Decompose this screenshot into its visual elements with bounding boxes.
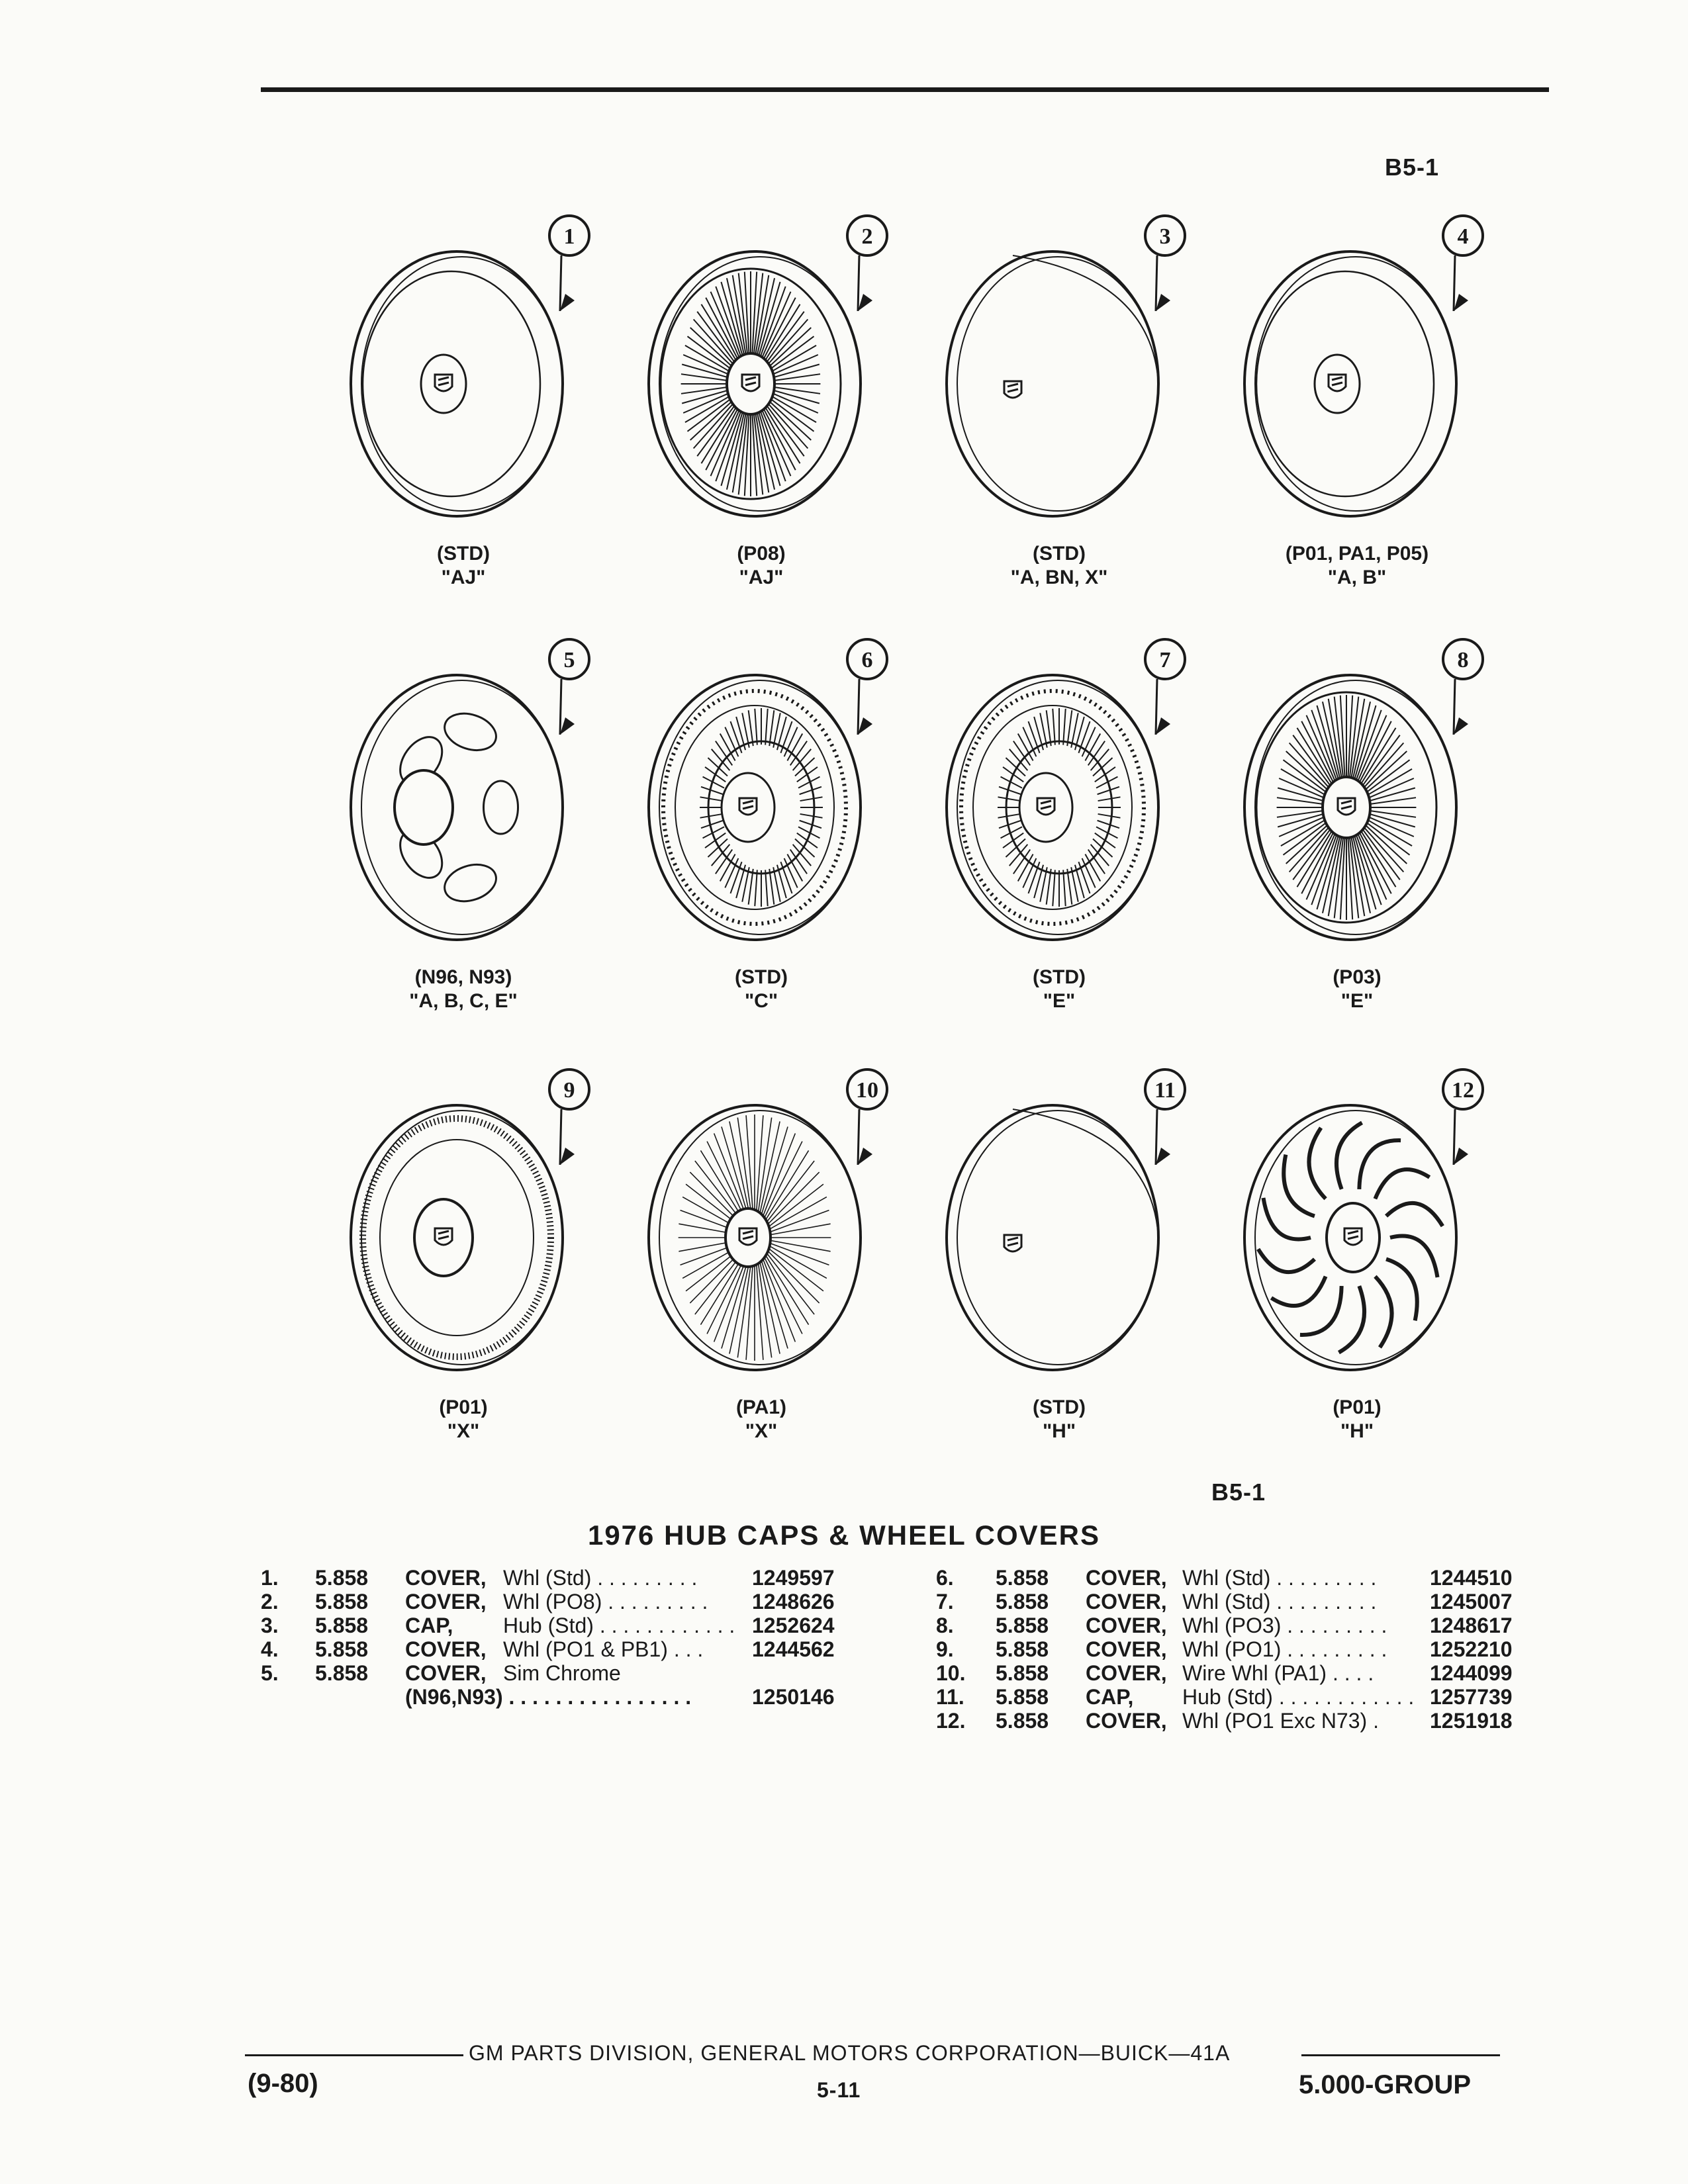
wheel-cover-illustration <box>291 212 635 529</box>
wheel-cover-illustration <box>589 1066 933 1383</box>
figure-option-code: (STD) <box>1033 966 1086 988</box>
part-group: 5.858 <box>315 1637 369 1661</box>
part-name: CAP, <box>1086 1685 1134 1709</box>
figure-model-codes: "AJ" <box>441 567 486 588</box>
wheel-cover-illustration <box>589 212 933 529</box>
part-description: Whl (Std) . . . . . . . . . <box>1182 1566 1377 1590</box>
footer-page-number: 5-11 <box>817 2078 861 2102</box>
wheel-cover-illustration <box>887 1066 1231 1383</box>
callout-number: 2 <box>861 224 873 249</box>
part-description: Wire Whl (PA1) . . . . <box>1182 1661 1374 1685</box>
part-group: 5.858 <box>996 1566 1049 1590</box>
figure-option-code: (P01, PA1, P05) <box>1285 543 1429 565</box>
part-index: 12. <box>936 1709 966 1733</box>
callout-number: 11 <box>1154 1078 1176 1103</box>
figure-8 <box>1185 635 1529 1046</box>
figure-7 <box>887 635 1231 1046</box>
wheel-cover-illustration <box>1185 1066 1529 1383</box>
section-title: 1976 HUB CAPS & WHEEL COVERS <box>587 1520 1101 1551</box>
figure-model-codes: "X" <box>745 1420 778 1442</box>
callout-number: 8 <box>1457 648 1469 672</box>
part-name: COVER, <box>405 1590 487 1614</box>
part-name: COVER, <box>1086 1590 1167 1614</box>
part-number: 1252210 <box>1430 1637 1513 1661</box>
callout-number: 10 <box>856 1078 878 1103</box>
top-rule <box>261 87 1549 92</box>
wheel-cover-illustration <box>887 635 1231 953</box>
figure-model-codes: "H" <box>1340 1420 1374 1442</box>
part-number: 1251918 <box>1430 1709 1513 1733</box>
part-description: Whl (Std) . . . . . . . . . <box>503 1566 698 1590</box>
part-number: 1244562 <box>752 1637 835 1661</box>
figure-option-code: (N96, N93) <box>414 966 512 988</box>
figure-model-codes: "A, B" <box>1327 567 1387 588</box>
part-index: 6. <box>936 1566 954 1590</box>
wheel-cover-illustration <box>887 212 1231 529</box>
part-description: Hub (Std) . . . . . . . . . . . . <box>503 1614 735 1637</box>
figure-6 <box>589 635 933 1046</box>
wheel-cover-illustration <box>1185 635 1529 953</box>
part-description: Whl (PO3) . . . . . . . . . <box>1182 1614 1387 1637</box>
figure-option-code: (P08) <box>737 543 786 565</box>
part-index: 11. <box>936 1685 964 1709</box>
figure-model-codes: "AJ" <box>739 567 784 588</box>
callout-number: 4 <box>1457 224 1469 249</box>
figure-12 <box>1185 1066 1529 1476</box>
callout-number: 3 <box>1159 224 1171 249</box>
figure-model-codes: "A, B, C, E" <box>409 990 518 1012</box>
figure-option-code: (STD) <box>1033 543 1086 565</box>
figure-9 <box>291 1066 635 1476</box>
figure-option-code: (P01) <box>1333 1396 1382 1418</box>
figure-3 <box>887 212 1231 622</box>
figure-model-codes: "C" <box>744 990 778 1012</box>
callout-number: 7 <box>1159 648 1171 672</box>
part-number: 1250146 <box>752 1685 835 1709</box>
part-index: 4. <box>261 1637 279 1661</box>
part-index: 2. <box>261 1590 279 1614</box>
part-index: 10. <box>936 1661 966 1685</box>
footer-group: 5.000-GROUP <box>1299 2070 1472 2099</box>
part-index: 3. <box>261 1614 279 1637</box>
part-number: 1249597 <box>752 1566 835 1590</box>
part-number: 1248626 <box>752 1590 835 1614</box>
part-number: 1252624 <box>752 1614 835 1637</box>
footer-rule-left <box>245 2054 463 2056</box>
footer-rule-right <box>1301 2054 1500 2056</box>
part-index: 9. <box>936 1637 954 1661</box>
part-index: 5. <box>261 1661 279 1685</box>
footer-date: (9-80) <box>248 2069 318 2098</box>
part-description: Whl (PO8) . . . . . . . . . <box>503 1590 708 1614</box>
figure-4 <box>1185 212 1529 622</box>
wheel-cover-illustration <box>1185 212 1529 529</box>
part-number: 1244510 <box>1430 1566 1513 1590</box>
part-group: 5.858 <box>996 1661 1049 1685</box>
figure-model-codes: "X" <box>447 1420 480 1442</box>
part-group: 5.858 <box>996 1709 1049 1733</box>
part-group: 5.858 <box>315 1590 369 1614</box>
figure-option-code: (P03) <box>1333 966 1382 988</box>
part-name: COVER, <box>1086 1637 1167 1661</box>
part-description: Whl (Std) . . . . . . . . . <box>1182 1590 1377 1614</box>
figure-model-codes: "E" <box>1043 990 1076 1012</box>
figure-model-codes: "E" <box>1340 990 1374 1012</box>
wheel-cover-illustration <box>291 635 635 953</box>
figure-option-code: (P01) <box>439 1396 488 1418</box>
part-name: COVER, <box>405 1637 487 1661</box>
part-index: 1. <box>261 1566 279 1590</box>
figure-2 <box>589 212 933 622</box>
part-name: COVER, <box>405 1566 487 1590</box>
part-index: 8. <box>936 1614 954 1637</box>
part-description: (N96,N93) . . . . . . . . . . . . . . . . <box>405 1685 692 1709</box>
part-name: COVER, <box>1086 1566 1167 1590</box>
part-group: 5.858 <box>996 1685 1049 1709</box>
part-group: 5.858 <box>315 1661 369 1685</box>
part-number: 1257739 <box>1430 1685 1513 1709</box>
part-number: 1248617 <box>1430 1614 1513 1637</box>
part-name: COVER, <box>1086 1614 1167 1637</box>
figure-10 <box>589 1066 933 1476</box>
wheel-cover-illustration <box>589 635 933 953</box>
plate-code-bottom: B5-1 <box>1211 1479 1266 1506</box>
figure-option-code: (PA1) <box>735 1396 787 1418</box>
figure-5 <box>291 635 635 1046</box>
figure-11 <box>887 1066 1231 1476</box>
part-description: Whl (PO1 & PB1) . . . <box>503 1637 704 1661</box>
part-name: COVER, <box>1086 1661 1167 1685</box>
part-name: COVER, <box>405 1661 487 1685</box>
figure-model-codes: "H" <box>1042 1420 1076 1442</box>
figure-model-codes: "A, BN, X" <box>1010 567 1108 588</box>
part-number: 1245007 <box>1430 1590 1513 1614</box>
callout-number: 6 <box>861 648 873 672</box>
part-index: 7. <box>936 1590 954 1614</box>
part-name: CAP, <box>405 1614 453 1637</box>
part-group: 5.858 <box>996 1614 1049 1637</box>
part-description: Whl (PO1) . . . . . . . . . <box>1182 1637 1387 1661</box>
part-number: 1244099 <box>1430 1661 1513 1685</box>
part-description: Sim Chrome <box>503 1661 621 1685</box>
footer-publisher: GM PARTS DIVISION, GENERAL MOTORS CORPORATION—BUICK—41A <box>469 2041 1231 2065</box>
figure-1 <box>291 212 635 622</box>
callout-number: 9 <box>563 1078 575 1103</box>
wheel-cover-illustration <box>291 1066 635 1383</box>
callout-number: 1 <box>563 224 575 249</box>
callout-number: 12 <box>1452 1078 1474 1103</box>
part-group: 5.858 <box>996 1590 1049 1614</box>
callout-number: 5 <box>563 648 575 672</box>
figure-option-code: (STD) <box>735 966 788 988</box>
part-description: Whl (PO1 Exc N73) . <box>1182 1709 1379 1733</box>
plate-code-top: B5-1 <box>1385 154 1440 181</box>
figure-option-code: (STD) <box>437 543 490 565</box>
part-description: Hub (Std) . . . . . . . . . . . . <box>1182 1685 1415 1709</box>
part-group: 5.858 <box>315 1614 369 1637</box>
part-group: 5.858 <box>315 1566 369 1590</box>
part-group: 5.858 <box>996 1637 1049 1661</box>
part-name: COVER, <box>1086 1709 1167 1733</box>
figure-option-code: (STD) <box>1033 1396 1086 1418</box>
